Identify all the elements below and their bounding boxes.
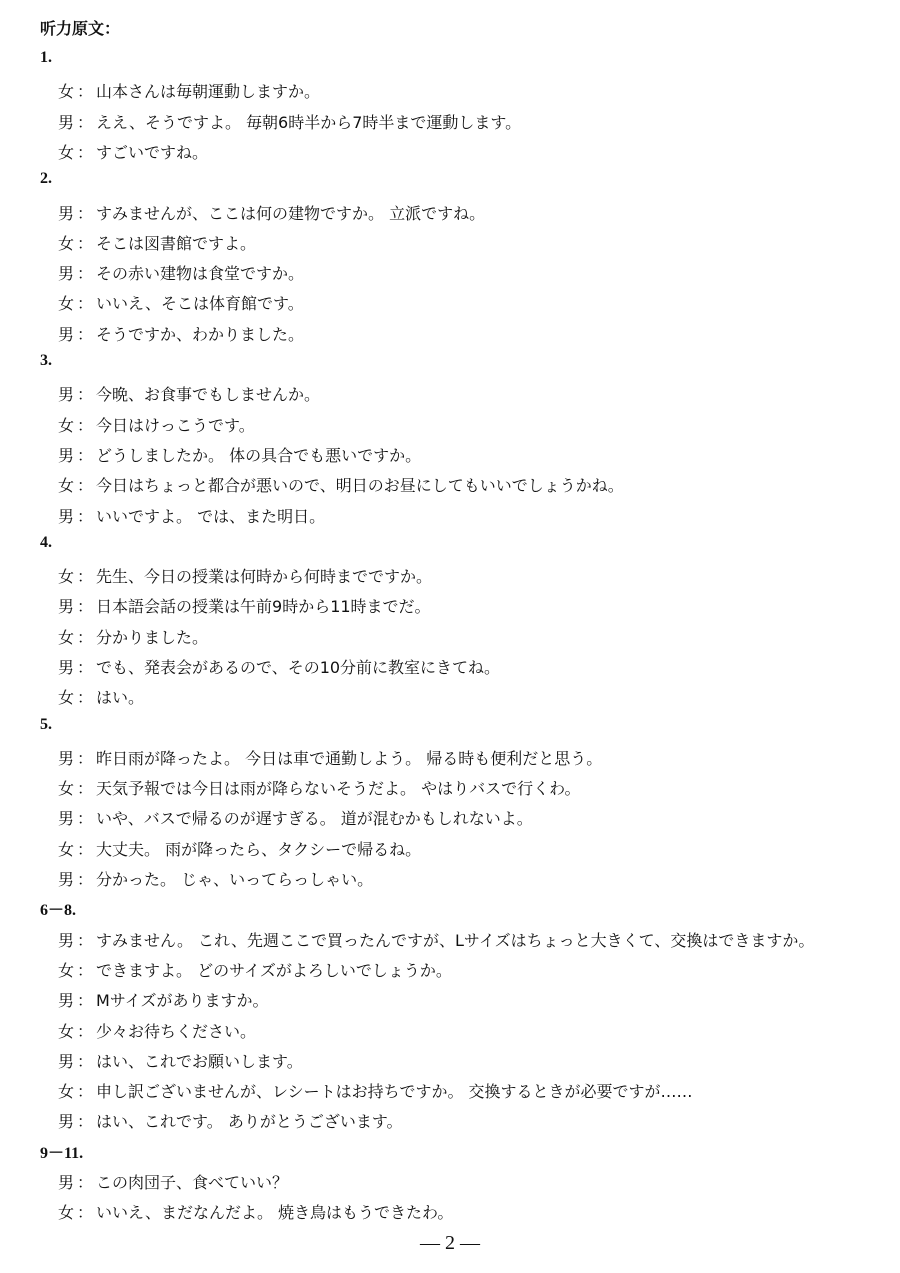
speaker-separator: ：	[77, 264, 94, 283]
section-number: 3.	[40, 352, 52, 369]
speaker-separator: ：	[77, 749, 94, 768]
speaker-separator: ：	[77, 628, 94, 647]
dialogue-text: ええ、そうですよ。 毎朝6時半から7時半まで運動します。	[96, 113, 522, 132]
speaker-separator: ：	[77, 82, 94, 101]
dialogue-line	[58, 746, 602, 769]
dialogue-line	[58, 1170, 288, 1193]
speaker-separator: ：	[77, 476, 94, 495]
speaker-label: 男	[58, 597, 75, 616]
dialogue-text: 少々お待ちください。	[96, 1022, 257, 1041]
dialogue-text: 先生、今日の授業は何時から何時までですか。	[96, 567, 433, 586]
dialogue-line	[58, 958, 452, 981]
speaker-label: 男	[58, 658, 75, 677]
dialogue-line	[58, 473, 624, 496]
dialogue-line	[58, 413, 255, 436]
dialogue-text: 山本さんは毎朝運動しますか。	[96, 82, 321, 101]
section-number: 4.	[40, 534, 52, 551]
speaker-separator: ：	[77, 1082, 94, 1101]
speaker-label: 女	[58, 840, 75, 859]
speaker-separator: ：	[77, 325, 94, 344]
dialogue-line	[58, 867, 373, 890]
speaker-separator: ：	[77, 991, 94, 1010]
section-number: 6－8.	[40, 902, 77, 919]
dialogue-text: はい。	[96, 688, 145, 707]
section-number: 1.	[40, 49, 52, 66]
dialogue-text: そこは図書館ですよ。	[96, 234, 257, 253]
speaker-separator: ：	[77, 113, 94, 132]
dialogue-text: 大丈夫。 雨が降ったら、タクシーで帰るね。	[96, 840, 422, 859]
speaker-label: 男	[58, 809, 75, 828]
speaker-separator: ：	[77, 688, 94, 707]
speaker-label: 男	[58, 870, 75, 889]
speaker-separator: ：	[77, 840, 94, 859]
dialogue-line	[58, 1200, 453, 1223]
speaker-label: 女	[58, 567, 75, 586]
dialogue-line	[58, 655, 500, 678]
dialogue-line	[58, 776, 580, 799]
speaker-separator: ：	[77, 385, 94, 404]
dialogue-line	[58, 504, 325, 527]
dialogue-text: いいえ、まだなんだよ。 焼き鳥はもうできたわ。	[96, 1203, 454, 1222]
speaker-label: 女	[58, 961, 75, 980]
speaker-separator: ：	[77, 446, 94, 465]
dialogue-line	[58, 1019, 256, 1042]
speaker-label: 女	[58, 143, 75, 162]
page-number: — 2 —	[420, 1232, 480, 1254]
speaker-label: 女	[58, 1203, 75, 1222]
dialogue-text: 今晩、お食事でもしませんか。	[96, 385, 321, 404]
speaker-separator: ：	[77, 1173, 94, 1192]
speaker-separator: ：	[77, 143, 94, 162]
dialogue-text: はい、これでお願いします。	[96, 1052, 303, 1071]
dialogue-text: はい、これです。 ありがとうございます。	[96, 1112, 403, 1131]
dialogue-line	[58, 625, 208, 648]
dialogue-line	[58, 928, 814, 951]
speaker-label: 女	[58, 628, 75, 647]
dialogue-text: 分かりました。	[96, 628, 209, 647]
dialogue-text: そうですか、わかりました。	[96, 325, 305, 344]
speaker-label: 女	[58, 476, 75, 495]
speaker-label: 男	[58, 204, 75, 223]
dialogue-line	[58, 443, 421, 466]
speaker-label: 男	[58, 113, 75, 132]
dialogue-line	[58, 685, 144, 708]
speaker-label: 男	[58, 749, 75, 768]
dialogue-line	[58, 1079, 693, 1102]
dialogue-line	[58, 382, 320, 405]
section-number: 5.	[40, 716, 52, 733]
speaker-separator: ：	[77, 1112, 94, 1131]
dialogue-line	[58, 231, 256, 254]
section-number: 2.	[40, 170, 52, 187]
dialogue-line	[58, 322, 304, 345]
dialogue-text: すみませんが、ここは何の建物ですか。 立派ですね。	[96, 204, 486, 223]
speaker-separator: ：	[77, 234, 94, 253]
dialogue-text: すごいですね。	[96, 143, 209, 162]
speaker-separator: ：	[77, 658, 94, 677]
dialogue-line	[58, 291, 304, 314]
dialogue-text: いいえ、そこは体育館です。	[96, 294, 304, 313]
dialogue-line	[58, 806, 533, 829]
dialogue-text: 申し訳ございませんが、レシートはお持ちですか。 交換するときが必要ですが……	[96, 1082, 693, 1101]
dialogue-line	[58, 79, 320, 102]
dialogue-text: できますよ。 どのサイズがよろしいでしょうか。	[96, 961, 452, 980]
dialogue-line	[58, 1049, 303, 1072]
speaker-label: 女	[58, 779, 75, 798]
dialogue-text: どうしましたか。 体の具合でも悪いですか。	[96, 446, 422, 465]
speaker-label: 男	[58, 507, 75, 526]
speaker-separator: ：	[77, 931, 94, 950]
speaker-separator: ：	[77, 809, 94, 828]
speaker-separator: ：	[77, 597, 94, 616]
speaker-label: 男	[58, 931, 75, 950]
speaker-separator: ：	[77, 204, 94, 223]
speaker-separator: ：	[77, 294, 94, 313]
speaker-separator: ：	[77, 961, 94, 980]
section-number: 9－11.	[40, 1145, 84, 1162]
dialogue-line	[58, 988, 269, 1011]
speaker-separator: ：	[77, 1052, 94, 1071]
speaker-label: 女	[58, 234, 75, 253]
dialogue-text: Mサイズがありますか。	[96, 991, 269, 1010]
dialogue-line	[58, 837, 421, 860]
speaker-separator: ：	[77, 1022, 94, 1041]
dialogue-text: 今日はちょっと都合が悪いので、明日のお昼にしてもいいでしょうかね。	[96, 476, 624, 495]
dialogue-text: 今日はけっこうです。	[96, 416, 255, 435]
speaker-label: 男	[58, 1112, 75, 1131]
speaker-label: 女	[58, 294, 75, 313]
speaker-label: 女	[58, 82, 75, 101]
dialogue-text: 昨日雨が降ったよ。 今日は車で通勤しよう。 帰る時も便利だと思う。	[96, 749, 603, 768]
dialogue-line	[58, 261, 304, 284]
dialogue-text: いいですよ。 では、また明日。	[96, 507, 326, 526]
dialogue-text: いや、バスで帰るのが遅すぎる。 道が混むかもしれないよ。	[96, 809, 533, 828]
speaker-label: 女	[58, 416, 75, 435]
speaker-separator: ：	[77, 779, 94, 798]
speaker-label: 女	[58, 1082, 75, 1101]
dialogue-text: 日本語会話の授業は午前9時から11時までだ。	[96, 597, 431, 616]
speaker-label: 女	[58, 688, 75, 707]
dialogue-line	[58, 201, 485, 224]
dialogue-line	[58, 140, 208, 163]
speaker-label: 男	[58, 385, 75, 404]
speaker-label: 男	[58, 264, 75, 283]
speaker-separator: ：	[77, 507, 94, 526]
speaker-separator: ：	[77, 870, 94, 889]
speaker-separator: ：	[77, 416, 94, 435]
speaker-label: 男	[58, 446, 75, 465]
speaker-label: 女	[58, 1022, 75, 1041]
dialogue-text: でも、発表会があるので、その10分前に教室にきてね。	[96, 658, 501, 677]
speaker-separator: ：	[77, 567, 94, 586]
dialogue-line	[58, 110, 521, 133]
dialogue-line	[58, 564, 432, 587]
speaker-label: 男	[58, 1173, 75, 1192]
dialogue-text: すみません。 これ、先週ここで買ったんですが、Lサイズはちょっと大きくて、交換はできますか。	[96, 931, 815, 950]
dialogue-text: 天気予報では今日は雨が降らないそうだよ。 やはりバスで行くわ。	[96, 779, 581, 798]
speaker-separator: ：	[77, 1203, 94, 1222]
document-heading: 听力原文：	[40, 19, 121, 38]
dialogue-line	[58, 594, 431, 617]
dialogue-line	[58, 1109, 403, 1132]
dialogue-text: 分かった。 じゃ、いってらっしゃい。	[96, 870, 374, 889]
speaker-label: 男	[58, 991, 75, 1010]
speaker-label: 男	[58, 325, 75, 344]
speaker-label: 男	[58, 1052, 75, 1071]
dialogue-text: この肉団子、食べていい？	[96, 1173, 289, 1192]
dialogue-text: その赤い建物は食堂ですか。	[96, 264, 305, 283]
